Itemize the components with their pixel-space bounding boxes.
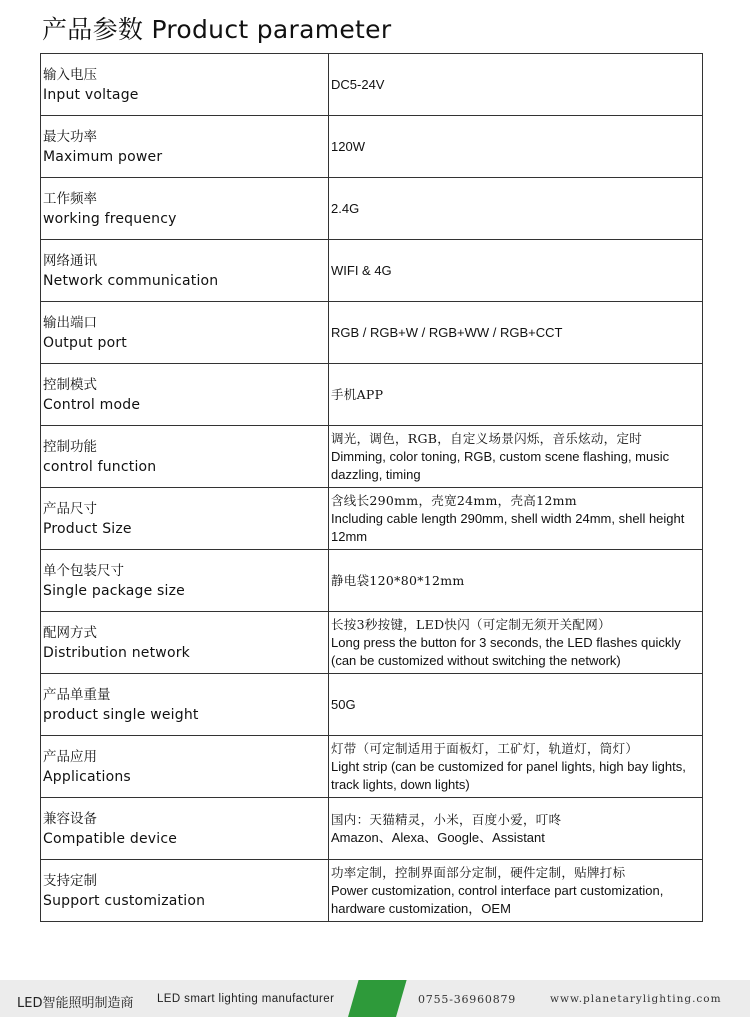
parameter-label-english: product single weight [43,706,199,723]
parameter-row [41,488,703,550]
parameter-value-line: 手机APP [331,386,384,402]
parameter-value-line: Power customization, control interface part customization, hardware customization，OEM [331,882,664,916]
parameter-row [41,364,703,426]
parameter-label-cell [41,736,329,798]
parameter-label-chinese: 支持定制 [43,872,97,889]
parameter-label-cell [41,798,329,860]
parameter-value-line: 灯带（可定制适用于面板灯，工矿灯，轨道灯，筒灯） [331,740,639,756]
parameter-table-body [41,54,703,922]
parameter-value-cell [329,674,703,736]
parameter-label-cell [41,612,329,674]
parameter-row [41,736,703,798]
parameter-value-line: Dimming, color toning, RGB, custom scene flashing, music dazzling, timing [331,448,670,482]
parameter-row [41,612,703,674]
product-parameter-table [40,53,703,922]
parameter-label-cell [41,426,329,488]
parameter-label-cell [41,364,329,426]
parameter-label-english: working frequency [43,210,177,227]
parameter-value-cell [329,736,703,798]
parameter-label-chinese: 控制模式 [43,376,97,393]
parameter-label-cell [41,550,329,612]
footer-tagline: LED smart lighting manufacturer [157,993,335,1005]
parameter-row [41,426,703,488]
footer-company-name: LED智能照明制造商 [17,996,134,1011]
parameter-label-chinese: 产品应用 [43,748,97,765]
parameter-value-line: 120W [331,138,365,154]
parameter-value-line: 2.4G [331,200,360,216]
parameter-label-english: Control mode [43,396,141,413]
parameter-label-chinese: 配网方式 [43,624,97,641]
parameter-row [41,860,703,922]
parameter-label-cell [41,860,329,922]
parameter-value-cell [329,612,703,674]
footer-website-link[interactable]: www.planetarylighting.com [550,993,722,1005]
parameter-label-cell [41,674,329,736]
parameter-value-cell [329,798,703,860]
parameter-value-line: RGB / RGB+W / RGB+WW / RGB+CCT [331,324,563,340]
parameter-value-line: 国内：天猫精灵，小米，百度小爱，叮咚 [331,811,562,827]
footer-phone: 0755-36960879 [418,993,517,1006]
footer-green-stripe [348,980,407,1017]
parameter-label-chinese: 网络通讯 [43,252,97,269]
parameter-value-cell [329,488,703,550]
parameter-value-cell [329,860,703,922]
parameter-value-line: WIFI & 4G [331,262,392,278]
parameter-label-english: Output port [43,334,127,351]
parameter-label-chinese: 输出端口 [43,314,97,331]
parameter-row [41,116,703,178]
parameter-value-cell [329,302,703,364]
parameter-label-chinese: 最大功率 [43,128,97,145]
parameter-value-line: 50G [331,696,356,712]
parameter-value-line: Amazon、Alexa、Google、Assistant [331,829,545,845]
parameter-row [41,550,703,612]
parameter-label-english: Support customization [43,892,206,909]
parameter-value-cell [329,54,703,116]
parameter-label-chinese: 工作频率 [43,190,97,207]
parameter-label-english: Compatible device [43,830,178,847]
parameter-value-line: Including cable length 290mm, shell width 24mm, shell height 12mm [331,510,685,544]
parameter-value-line: 长按3秒按键，LED快闪（可定制无须开关配网） [331,616,611,632]
parameter-label-chinese: 产品尺寸 [43,500,97,517]
parameter-value-cell [329,426,703,488]
parameter-label-chinese: 控制功能 [43,438,97,455]
page-title: 产品参数 Product parameter [42,15,392,44]
parameter-value-line: Long press the button for 3 seconds, the LED flashes quickly (can be customized without switching the network) [331,634,681,668]
parameter-label-chinese: 单个包装尺寸 [43,562,124,579]
parameter-label-english: Input voltage [43,86,139,103]
parameter-row [41,178,703,240]
parameter-label-english: control function [43,458,157,475]
parameter-label-cell [41,178,329,240]
parameter-label-chinese: 兼容设备 [43,810,97,827]
parameter-label-english: Distribution network [43,644,190,661]
parameter-label-chinese: 输入电压 [43,66,97,83]
parameter-label-cell [41,488,329,550]
parameter-label-cell [41,240,329,302]
parameter-value-cell [329,178,703,240]
parameter-label-english: Applications [43,768,131,785]
parameter-value-cell [329,550,703,612]
parameter-value-line: 调光，调色，RGB，自定义场景闪烁，音乐炫动，定时 [331,430,643,446]
parameter-value-line: 含线长290mm，壳宽24mm，壳高12mm [331,492,577,508]
parameter-label-cell [41,116,329,178]
parameter-label-english: Product Size [43,520,132,537]
parameter-row [41,798,703,860]
parameter-label-english: Network communication [43,272,219,289]
parameter-row [41,674,703,736]
parameter-value-line: 静电袋120*80*12mm [331,572,465,588]
parameter-value-line: Light strip (can be customized for panel lights, high bay lights, track lights, down lights) [331,758,686,792]
parameter-label-english: Maximum power [43,148,163,165]
parameter-label-chinese: 产品单重量 [43,686,111,703]
parameter-value-cell [329,240,703,302]
footer-bar [0,980,750,1017]
parameter-label-cell [41,54,329,116]
parameter-value-line: DC5-24V [331,76,385,92]
parameter-label-english: Single package size [43,582,185,599]
parameter-row [41,240,703,302]
parameter-value-line: 功率定制，控制界面部分定制，硬件定制，贴牌打标 [331,864,626,880]
parameter-row [41,302,703,364]
parameter-value-cell [329,116,703,178]
parameter-label-cell [41,302,329,364]
parameter-value-cell [329,364,703,426]
parameter-row [41,54,703,116]
